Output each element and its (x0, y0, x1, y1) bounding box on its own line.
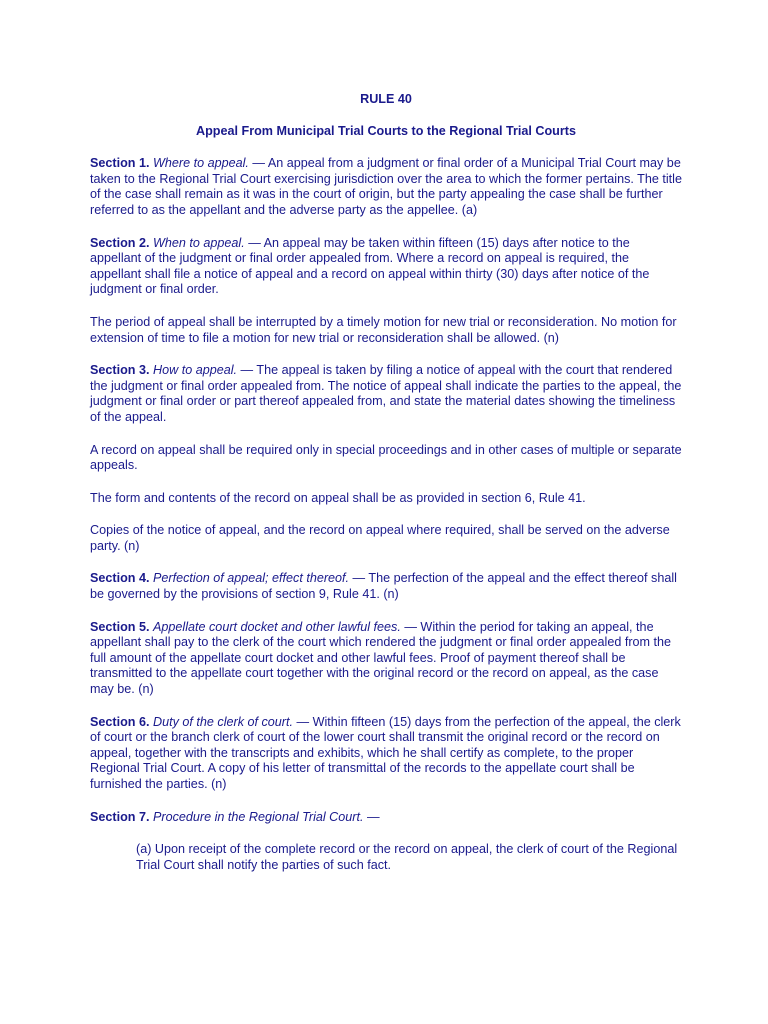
section-2 (90, 236, 682, 298)
rule-title: RULE 40 (360, 92, 412, 106)
rule-subtitle: Appeal From Municipal Trial Courts to the Regional Trial Courts (196, 123, 576, 138)
section-heading: Section 1. (90, 156, 150, 171)
section-text: — Within fifteen (15) days from the perfection of the appeal, the clerk of court or the branch clerk of court of the lower court shall transmit the original record or the record on appeal, together with the transcripts and exhibits, which he shall certify as complete, to the proper Regional Trial Court. A copy of his letter of transmittal of the records to the appellate court shall be furnished the parties. (n) (90, 714, 681, 791)
section-heading: Section 5. (90, 619, 150, 634)
section-paragraph: Copies of the notice of appeal, and the record on appeal where required, shall be served on the adverse party. (n) (90, 523, 670, 553)
section-text: — Within the period for taking an appeal, the appellant shall pay to the clerk of the court which rendered the judgment or final order appealed from the full amount of the appellate court docket and other lawful fees. Proof of payment thereof shall be transmitted to the appellate court together with the original record or the record on appeal, as the case may be. (n) (90, 619, 672, 697)
section-text: — An appeal from a judgment or final order of a Municipal Trial Court may be taken to the Regional Trial Court exercising jurisdiction over the area to which the former pertains. The title of the case shall remain as it was in the court of origin, but the party appealing the case shall be further referred to as the appellant and the adverse party as the appellee. (a) (90, 156, 682, 217)
section-subparagraph: (a) Upon receipt of the complete record or the record on appeal, the clerk of court of the Regional Trial Court shall notify the parties of such fact. (136, 842, 678, 872)
section-paragraph: The period of appeal shall be interrupted by a timely motion for new trial or reconsideration. No motion for extension of time to file a motion for new trial or reconsideration shall be allowed. (n) (90, 314, 677, 345)
section-caption: Procedure in the Regional Trial Court. (153, 809, 364, 824)
section-caption: How to appeal. (153, 363, 238, 378)
section-caption: Perfection of appeal; effect thereof. (153, 571, 350, 586)
section-paragraph: A record on appeal shall be required only in special proceedings and in other cases of multiple or separate appeals. (90, 442, 682, 473)
section-6 (90, 715, 682, 793)
section-3 (90, 363, 682, 425)
section-heading: Section 7. (90, 809, 150, 824)
section-4 (90, 571, 682, 602)
section-text: — The appeal is taken by filing a notice of appeal with the court that rendered the judgment or final order appealed from. The notice of appeal shall indicate the parties to the appeal, the judgment or final order or part thereof appealed from, and state the material dates showing the timeliness of the appeal. (90, 363, 682, 424)
section-5 (90, 620, 682, 698)
section-heading: Section 2. (90, 235, 150, 250)
section-paragraph: The form and contents of the record on appeal shall be as provided in section 6, Rule 41. (90, 490, 586, 505)
section-caption: Where to appeal. (153, 156, 249, 171)
section-text: — (363, 809, 380, 824)
section-text: — The perfection of the appeal and the effect thereof shall be governed by the provisions of section 9, Rule 41. (n) (90, 571, 677, 602)
section-heading: Section 4. (90, 571, 150, 586)
document-page (90, 92, 682, 890)
section-1 (90, 156, 682, 218)
section-caption: Duty of the clerk of court. (153, 714, 293, 729)
section-caption: When to appeal. (153, 235, 245, 250)
section-7 (90, 810, 682, 826)
section-heading: Section 6. (90, 714, 150, 729)
section-caption: Appellate court docket and other lawful fees. (153, 619, 401, 634)
section-text: — An appeal may be taken within fifteen (15) days after notice to the appellant of the judgment or final order appealed from. Where a record on appeal is required, the appellant shall file a notice of appeal and a record on appeal within thirty (30) days after notice of the judgment or final order. (90, 235, 650, 297)
section-heading: Section 3. (90, 363, 150, 378)
